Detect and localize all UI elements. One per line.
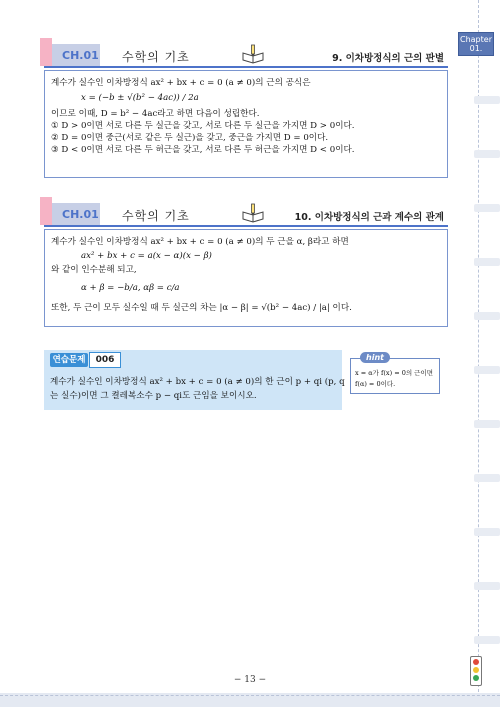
section-title: 수학의 기초 (122, 50, 190, 64)
text-line: 계수가 실수인 이차방정식 ax² + bx + c = 0 (a ≠ 0)의 근의 공식은 (51, 78, 311, 88)
text-line: 또한, 두 근이 모두 실수일 때 두 실근의 차는 |α − β| = √(b² − 4ac) / |a| 이다. (51, 303, 352, 313)
text-line: 와 같이 인수분해 되고, (51, 265, 137, 275)
section-box-2 (44, 229, 448, 327)
text-line: ① D > 0이면 서로 다른 두 실근을 갖고, 서로 다른 두 실근을 가지면 D > 0이다. (51, 121, 355, 131)
text-line: 계수가 실수인 이차방정식 ax² + bx + c = 0 (a ≠ 0)의 두 근을 α, β라고 하면 (51, 237, 349, 247)
hint-label: hint (360, 352, 390, 363)
right-margin-ruler (470, 0, 500, 707)
section-subtitle: 9. 이차방정식의 근의 판별 (332, 53, 444, 64)
section-subtitle: 10. 이차방정식의 근과 계수의 관계 (294, 212, 444, 223)
section-title: 수학의 기초 (122, 209, 190, 223)
exercise-label: 연습문제 (50, 353, 88, 367)
hint-text-line: f(α) = 0이다. (355, 380, 396, 388)
hint-box (350, 358, 440, 394)
formula-line: x = (−b ± √(b² − 4ac)) / 2a (81, 93, 199, 103)
exercise-number: 006 (89, 352, 121, 368)
text-line: 이므로 이때, D = b² − 4ac라고 하면 다음이 성립한다. (51, 109, 260, 119)
bottom-band (0, 693, 500, 707)
traffic-light-icon (470, 656, 482, 686)
chapter-tab-number: 01. (469, 44, 483, 53)
book-icon (242, 203, 264, 225)
section-box-1 (44, 70, 448, 178)
exercise-text-line: 는 실수)이면 그 켤레복소수 p − qi도 근임을 보이시오. (50, 391, 257, 401)
formula-line: ax² + bx + c = a(x − α)(x − β) (81, 251, 212, 261)
section-header-2 (44, 203, 448, 229)
chapter-badge-text: CH.01 (62, 208, 99, 221)
exercise-text-line: 계수가 실수인 이차방정식 ax² + bx + c = 0 (a ≠ 0)의 한 근이 p + qi (p, q (50, 377, 345, 387)
text-line: ③ D < 0이면 서로 다른 두 허근을 갖고, 서로 다른 두 허근을 가지면 D < 0이다. (51, 145, 355, 155)
book-icon (242, 44, 264, 66)
chapter-tab[interactable] (458, 32, 494, 56)
chapter-tab-label: Chapter (460, 35, 492, 44)
hint-text-line: x = α가 f(x) = 0의 근이면 (355, 369, 434, 377)
formula-line: α + β = −b/a, αβ = c/a (81, 283, 180, 293)
chapter-badge-text: CH.01 (62, 49, 99, 62)
page-number: − 13 − (233, 675, 267, 685)
section-header-1 (44, 44, 448, 70)
text-line: ② D = 0이면 중근(서로 같은 두 실근)을 갖고, 중근을 가지면 D = 0이다. (51, 133, 329, 143)
